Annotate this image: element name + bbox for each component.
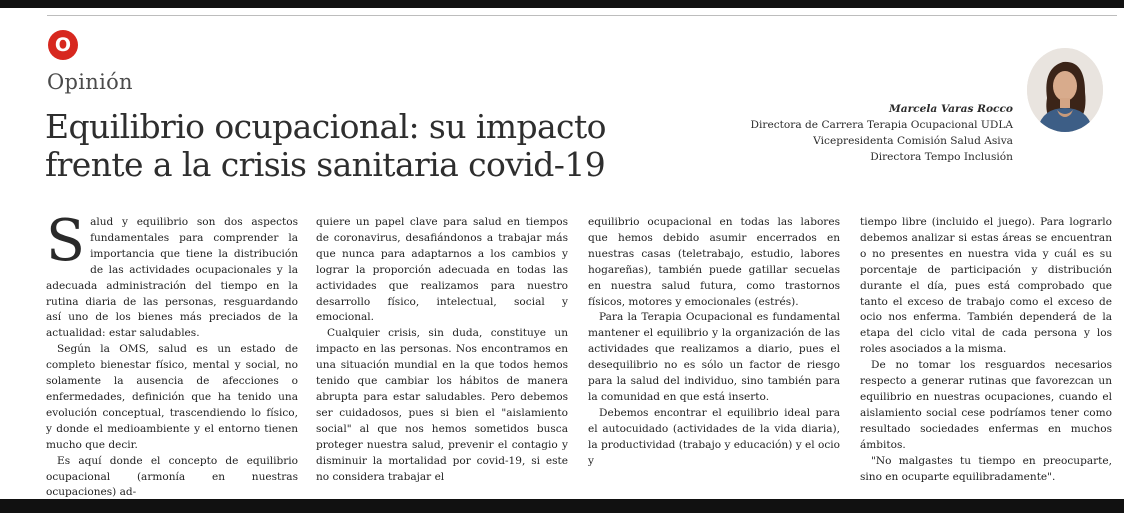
article-paragraph: Según la OMS, salud es un estado de completo bienestar físico, mental y social, no solamente la ausencia de afecciones o enfermedades, definición que ha tenido una evolución conceptual, trascendiendo lo físico, y donde el medioambiente y el entorno tienen mucho que decir. bbox=[46, 343, 298, 451]
headline: Equilibrio ocupacional: su impacto frente a la crisis sanitaria covid-19 bbox=[45, 107, 606, 184]
drop-cap: S bbox=[46, 208, 86, 274]
article-column-4 bbox=[860, 215, 1112, 485]
opinion-badge-icon: O bbox=[48, 30, 78, 60]
article-paragraph: Es aquí donde el concepto de equilibrio ocupacional (armonía en nuestras ocupaciones) ad- bbox=[46, 454, 298, 499]
author-name: Marcela Varas Rocco bbox=[889, 103, 1013, 115]
article-paragraph: Salud y equilibrio son dos aspectos fundamentales para comprender la importancia que tiene la distribución de las actividades ocupacionales y la adecuada administración del tiempo en la rutina diaria de las personas, resguardando así uno de los bienes más preciados de la actualidad: estar saludables. bbox=[46, 208, 298, 340]
article-column-3 bbox=[588, 215, 840, 470]
section-label: Opinión bbox=[47, 70, 133, 94]
article-paragraph: tiempo libre (incluido el juego). Para lograrlo debemos analizar si estas áreas se encuentran o no presentes en nuestra vida y cuál es su porcentaje de participación y distribución durante el día, pues está comprobado que tanto el exceso de trabajo como el exceso de ocio nos enferma. También dependerá de la etapa del ciclo vital de cada persona y los roles asociados a la misma. bbox=[860, 216, 1112, 356]
top-black-band bbox=[0, 0, 1124, 8]
author-role: Directora de Carrera Terapia Ocupacional UDLA bbox=[750, 119, 1013, 131]
article-paragraph: "No malgastes tu tiempo en preocuparte, sino en ocuparte equilibradamente". bbox=[860, 454, 1112, 483]
author-role: Directora Tempo Inclusión bbox=[870, 151, 1013, 163]
byline bbox=[751, 101, 1014, 165]
author-role: Vicepresidenta Comisión Salud Asiva bbox=[813, 135, 1013, 147]
article-paragraph: Para la Terapia Ocupacional es fundamental mantener el equilibrio y la organización de las actividades que realizamos a diario, pues el desequilibrio no es sólo un factor de riesgo para la salud del individuo, sino también para la comunidad en que está inserto. bbox=[588, 311, 840, 403]
header-rule bbox=[47, 15, 1117, 16]
article-paragraph: De no tomar los resguardos necesarios respecto a generar rutinas que favorezcan un equilibrio en nuestras ocupaciones, cuando el aislamiento social cese podríamos tener como resultado sociedades enfermas en muchos ámbitos. bbox=[860, 359, 1112, 451]
article-paragraph: quiere un papel clave para salud en tiempos de coronavirus, desafiándonos a trabajar más que nunca para adaptarnos a los cambios y lograr la proporción adecuada en todas las actividades que realizamos para nuestro desarrollo físico, intelectual, social y emocional. bbox=[316, 216, 568, 324]
article-column-2 bbox=[316, 215, 568, 485]
bottom-black-band bbox=[0, 499, 1124, 513]
article-paragraph: equilibrio ocupacional en todas las labores que hemos debido asumir encerrados en nuestras casas (teletrabajo, estudio, labores hogareñas), también puede gatillar secuelas en nuestra salud futura, como trastornos físicos, motores y emocionales (estrés). bbox=[588, 216, 840, 308]
author-portrait bbox=[1027, 48, 1103, 132]
article-paragraph: Cualquier crisis, sin duda, constituye un impacto en las personas. Nos encontramos en una situación mundial en la que todos hemos tenido que cambiar los hábitos de manera abrupta para estar saludables. Pero debemos ser cuidadosos, pues si bien el "aislamiento social" al que nos hemos sometidos busca proteger nuestra salud, prevenir el contagio y disminuir la mortalidad por covid-19, si este no considera trabajar el bbox=[316, 327, 568, 483]
article-column-1 bbox=[46, 208, 298, 501]
article-paragraph: Debemos encontrar el equilibrio ideal para el autocuidado (actividades de la vida diaria), la productividad (trabajo y educación) y el ocio y bbox=[588, 406, 840, 467]
